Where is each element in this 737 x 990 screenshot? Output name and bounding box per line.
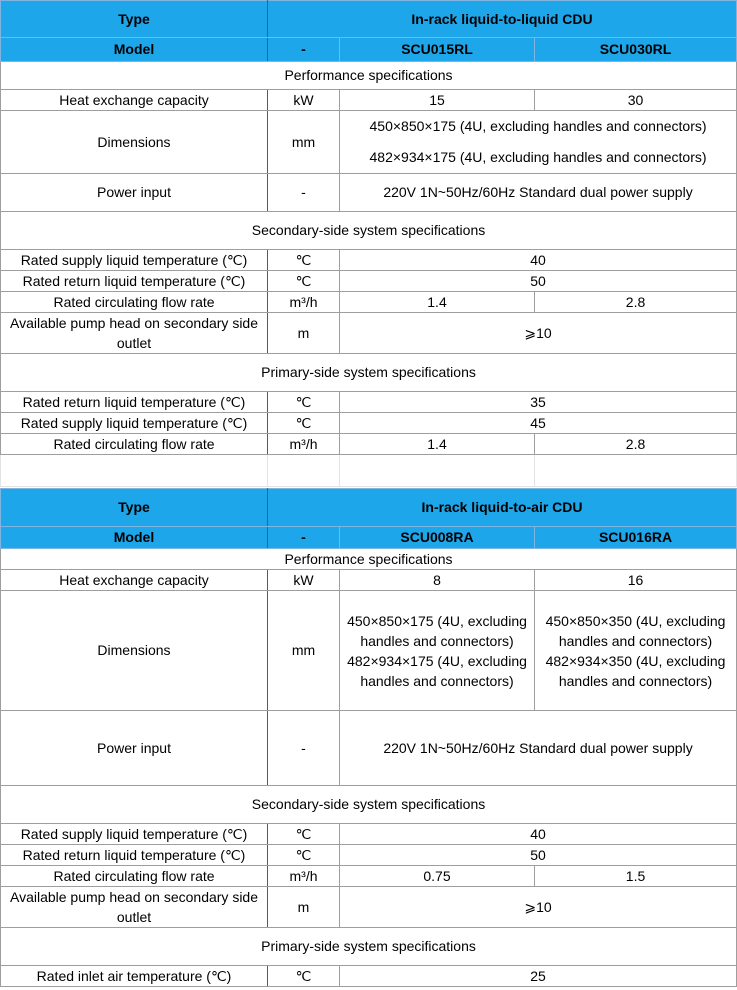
type-label: Type	[1, 489, 268, 527]
dimensions-a-line-1: 450×850×175 (4U, excluding handles and connectors)	[347, 612, 527, 649]
type-value: In-rack liquid-to-liquid CDU	[268, 1, 737, 38]
model-a: SCU008RA	[340, 527, 535, 549]
sec-pump-head-value: ⩾10	[340, 313, 737, 354]
dimensions-a	[340, 591, 535, 711]
pri-supply-label: Rated supply liquid temperature (℃)	[1, 413, 268, 434]
model-b: SCU030RL	[535, 38, 737, 62]
sec-pump-head-unit: m	[268, 887, 340, 928]
sec-pump-head-unit: m	[268, 313, 340, 354]
dimensions-value	[340, 111, 737, 174]
pri-return-unit: ℃	[268, 392, 340, 413]
sec-supply-value: 40	[340, 250, 737, 271]
pri-inlet-air-label: Rated inlet air temperature (℃)	[1, 966, 268, 987]
pri-supply-unit: ℃	[268, 413, 340, 434]
power-input-label: Power input	[1, 711, 268, 786]
heat-exchange-b: 16	[535, 570, 737, 591]
section-title-performance: Performance specifications	[1, 549, 737, 570]
power-input-value: 220V 1N~50Hz/60Hz Standard dual power supply	[340, 174, 737, 212]
dimensions-label: Dimensions	[1, 591, 268, 711]
dimensions-line-2: 482×934×175 (4U, excluding handles and connectors)	[369, 149, 707, 165]
sec-return-unit: ℃	[268, 845, 340, 866]
power-input-unit: -	[268, 174, 340, 212]
dimensions-unit: mm	[268, 111, 340, 174]
sec-pump-head-label: Available pump head on secondary side outlet	[1, 887, 268, 928]
pri-inlet-air-value: 25	[340, 966, 737, 987]
sec-flow-label: Rated circulating flow rate	[1, 866, 268, 887]
dimensions-line-1: 450×850×175 (4U, excluding handles and connectors)	[369, 118, 707, 134]
model-a: SCU015RL	[340, 38, 535, 62]
sec-pump-head-label: Available pump head on secondary side outlet	[1, 313, 268, 354]
dimensions-b-line-2: 482×934×350 (4U, excluding handles and connectors)	[545, 652, 726, 689]
heat-exchange-label: Heat exchange capacity	[1, 90, 268, 111]
sec-return-value: 50	[340, 845, 737, 866]
dimensions-a-line-2: 482×934×175 (4U, excluding handles and connectors)	[347, 652, 527, 689]
sec-supply-unit: ℃	[268, 824, 340, 845]
section-title-primary: Primary-side system specifications	[1, 928, 737, 966]
pri-inlet-air-unit: ℃	[268, 966, 340, 987]
pri-flow-b: 2.8	[535, 434, 737, 455]
model-label: Model	[1, 38, 268, 62]
sec-flow-a: 1.4	[340, 292, 535, 313]
spacer-cell	[1, 455, 268, 487]
model-unit: -	[268, 527, 340, 549]
sec-supply-label: Rated supply liquid temperature (℃)	[1, 250, 268, 271]
sec-flow-a: 0.75	[340, 866, 535, 887]
spacer-cell	[340, 455, 535, 487]
sec-flow-b: 2.8	[535, 292, 737, 313]
section-title-secondary: Secondary-side system specifications	[1, 212, 737, 250]
heat-exchange-unit: kW	[268, 90, 340, 111]
type-label: Type	[1, 1, 268, 38]
dimensions-unit: mm	[268, 591, 340, 711]
sec-supply-value: 40	[340, 824, 737, 845]
sec-return-value: 50	[340, 271, 737, 292]
heat-exchange-b: 30	[535, 90, 737, 111]
sec-flow-unit: m³/h	[268, 292, 340, 313]
type-value: In-rack liquid-to-air CDU	[268, 489, 737, 527]
pri-supply-value: 45	[340, 413, 737, 434]
sec-pump-head-value: ⩾10	[340, 887, 737, 928]
spec-table-liquid-to-liquid	[0, 0, 737, 487]
pri-flow-label: Rated circulating flow rate	[1, 434, 268, 455]
sec-flow-label: Rated circulating flow rate	[1, 292, 268, 313]
dimensions-b	[535, 591, 737, 711]
spacer-cell	[268, 455, 340, 487]
sec-supply-label: Rated supply liquid temperature (℃)	[1, 824, 268, 845]
model-label: Model	[1, 527, 268, 549]
pri-return-label: Rated return liquid temperature (℃)	[1, 392, 268, 413]
heat-exchange-unit: kW	[268, 570, 340, 591]
section-title-secondary: Secondary-side system specifications	[1, 786, 737, 824]
spec-table-liquid-to-air	[0, 488, 737, 987]
heat-exchange-label: Heat exchange capacity	[1, 570, 268, 591]
model-unit: -	[268, 38, 340, 62]
sec-return-unit: ℃	[268, 271, 340, 292]
heat-exchange-a: 15	[340, 90, 535, 111]
sec-flow-unit: m³/h	[268, 866, 340, 887]
power-input-unit: -	[268, 711, 340, 786]
section-title-primary: Primary-side system specifications	[1, 354, 737, 392]
sec-flow-b: 1.5	[535, 866, 737, 887]
power-input-label: Power input	[1, 174, 268, 212]
model-b: SCU016RA	[535, 527, 737, 549]
section-title-performance: Performance specifications	[1, 62, 737, 90]
power-input-value: 220V 1N~50Hz/60Hz Standard dual power supply	[340, 711, 737, 786]
pri-return-value: 35	[340, 392, 737, 413]
sec-return-label: Rated return liquid temperature (℃)	[1, 845, 268, 866]
sec-return-label: Rated return liquid temperature (℃)	[1, 271, 268, 292]
sec-supply-unit: ℃	[268, 250, 340, 271]
dimensions-label: Dimensions	[1, 111, 268, 174]
pri-flow-a: 1.4	[340, 434, 535, 455]
heat-exchange-a: 8	[340, 570, 535, 591]
pri-flow-unit: m³/h	[268, 434, 340, 455]
dimensions-b-line-1: 450×850×350 (4U, excluding handles and connectors)	[545, 612, 726, 649]
spacer-cell	[535, 455, 737, 487]
